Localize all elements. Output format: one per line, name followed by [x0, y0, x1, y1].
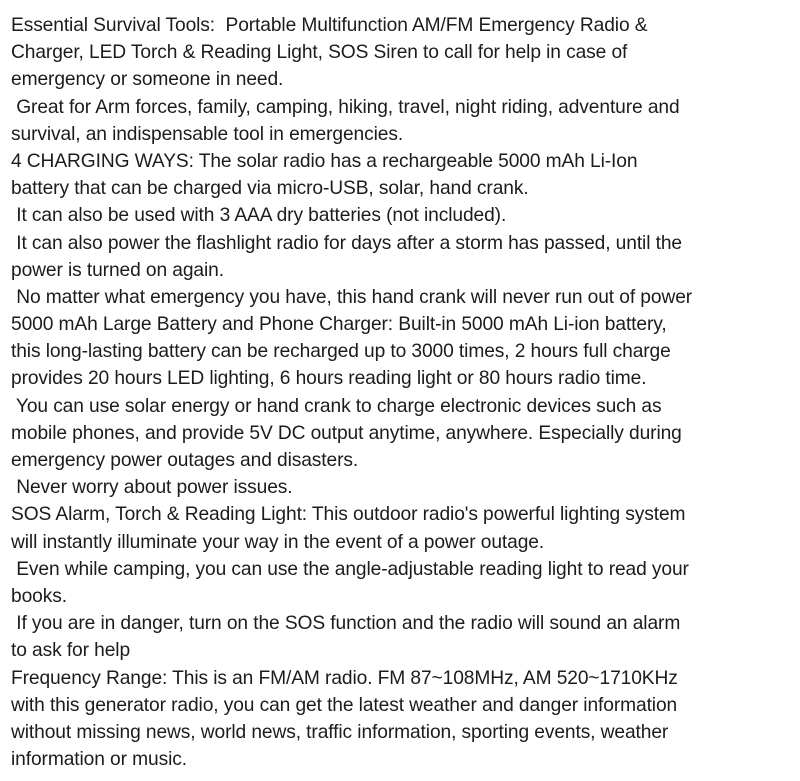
text-line: 4 CHARGING WAYS: The solar radio has a rechargeable 5000 mAh Li-Ion: [11, 150, 638, 172]
text-line: Never worry about power issues.: [11, 477, 293, 499]
text-line: Frequency Range: This is an FM/AM radio. FM 87~108MHz, AM 520~1710KHz: [11, 667, 678, 689]
text-line: to ask for help: [11, 640, 131, 662]
text-line: It can also power the flashlight radio for days after a storm has passed, until the: [11, 232, 682, 254]
text-line: 5000 mAh Large Battery and Phone Charger: Built-in 5000 mAh Li-ion battery,: [11, 314, 667, 336]
text-line: You can use solar energy or hand crank to charge electronic devices such as: [11, 395, 662, 417]
text-line: No matter what emergency you have, this hand crank will never run out of power: [11, 286, 693, 308]
text-line: without missing news, world news, traffic information, sporting events, weather: [11, 721, 669, 743]
text-line: information or music.: [11, 749, 187, 771]
text-line: If you are in danger, turn on the SOS function and the radio will sound an alarm: [11, 613, 681, 635]
text-line: emergency or someone in need.: [11, 69, 284, 91]
text-line: SOS Alarm, Torch & Reading Light: This outdoor radio's powerful lighting system: [11, 504, 686, 526]
text-line: battery that can be charged via micro-USB, solar, hand crank.: [11, 178, 529, 200]
text-line: this long-lasting battery can be recharged up to 3000 times, 2 hours full charge: [11, 341, 671, 363]
text-line: Essential Survival Tools: Portable Multifunction AM/FM Emergency Radio &: [11, 15, 648, 36]
text-line: Charger, LED Torch & Reading Light, SOS Siren to call for help in case of: [11, 42, 628, 64]
text-line: books.: [11, 585, 67, 607]
text-line: provides 20 hours LED lighting, 6 hours reading light or 80 hours radio time.: [11, 368, 647, 390]
text-line: survival, an indispensable tool in emergencies.: [11, 123, 404, 145]
text-line: It can also be used with 3 AAA dry batteries (not included).: [11, 205, 507, 227]
text-line: with this generator radio, you can get the latest weather and danger information: [11, 694, 678, 716]
text-line: Even while camping, you can use the angle-adjustable reading light to read your: [11, 558, 689, 580]
text-line: mobile phones, and provide 5V DC output anytime, anywhere. Especially during: [11, 422, 682, 444]
text-line: power is turned on again.: [11, 259, 224, 281]
text-line: will instantly illuminate your way in the event of a power outage.: [11, 531, 545, 553]
text-line: Great for Arm forces, family, camping, hiking, travel, night riding, adventure and: [11, 96, 680, 118]
text-line: emergency power outages and disasters.: [11, 450, 359, 471]
